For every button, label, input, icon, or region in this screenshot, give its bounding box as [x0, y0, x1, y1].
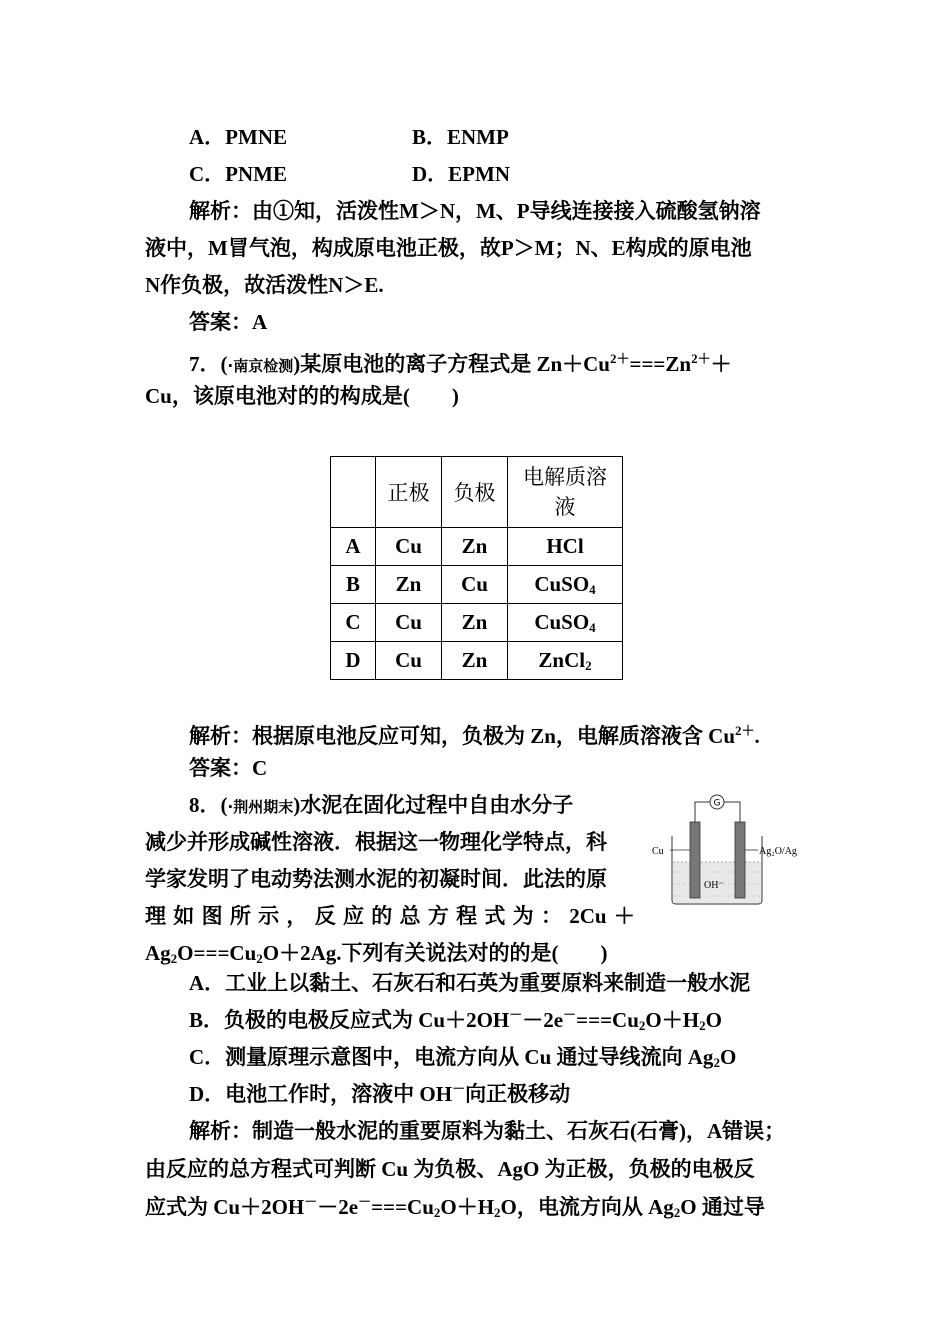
- q7-charge2: 2＋: [691, 351, 711, 366]
- option-c: [189, 160, 510, 188]
- row-positive: Cu: [376, 604, 442, 642]
- electrochemical-cell-diagram: [652, 792, 812, 910]
- q7-stem-end: ＋: [710, 352, 732, 376]
- row-electrolyte: HCl: [508, 528, 623, 566]
- row-negative: Zn: [442, 528, 508, 566]
- q8-stem-line4: 理 如 图 所 示 ， 反 应 的 总 方 程 式 为 ： 2Cu ＋: [145, 904, 635, 928]
- q6-answer: 答案：A: [189, 310, 268, 334]
- ag-label: Ag₂O/Ag: [759, 846, 797, 857]
- galvanometer-label: G: [713, 798, 721, 809]
- row-label: C: [331, 604, 376, 642]
- header-positive: 正极: [376, 457, 442, 528]
- row-electrolyte: ZnCl$_2$: [508, 642, 623, 680]
- row-label: D: [331, 642, 376, 680]
- header-negative: 负极: [442, 457, 508, 528]
- q7-stem-text: )某原电池的离子方程式是 Zn＋Cu: [293, 352, 610, 376]
- q8-stem-line5: $Ag_2O===Cu_2O+2Ag$.下列有关说法对的的是( ): [145, 941, 608, 966]
- q7-answer: 答案：C: [189, 756, 268, 780]
- table-row: [331, 528, 623, 566]
- row-positive: Zn: [376, 566, 442, 604]
- row-label: A: [331, 528, 376, 566]
- row-negative: Cu: [442, 566, 508, 604]
- q6-analysis-line3: N作负极，故活泼性N＞E.: [145, 273, 384, 297]
- row-positive: Cu: [376, 642, 442, 680]
- q8-stem-line3: 学家发明了电动势法测水泥的初凝时间．此法的原: [145, 867, 607, 891]
- q7-stem-line1: [189, 345, 732, 380]
- table-row: [331, 604, 623, 642]
- q7-stem-line2: Cu，该原电池对的的构成是( ): [145, 384, 459, 408]
- header-empty-cell: [331, 457, 376, 528]
- q8-source: ·荆州期末: [227, 798, 294, 816]
- q8-stem-line1: [189, 791, 573, 821]
- row-label: B: [331, 566, 376, 604]
- q8-number: 8．(: [189, 793, 228, 817]
- q7-charge1: 2＋: [609, 351, 630, 366]
- q8-option-a: A．工业上以黏土、石灰石和石英为重要原料来制造一般水泥: [189, 971, 751, 995]
- ag-electrode: [735, 822, 745, 898]
- row-electrolyte: CuSO$_4$: [508, 566, 623, 604]
- q7-number: 7．(: [189, 352, 228, 376]
- q8-option-d: D．电池工作时，溶液中 OH－向正极移动: [189, 1081, 571, 1106]
- cu-label: Cu: [652, 846, 664, 857]
- oh-label: OH⁻: [704, 880, 724, 891]
- header-electrolyte-line2: 液: [554, 495, 576, 519]
- q8-stem-text: )水泥在固化过程中自由水分子: [293, 793, 574, 817]
- row-positive: Cu: [376, 528, 442, 566]
- q8-option-b: B．负极的电极反应式为 $Cu+2OH^--2e^-===Cu_2O+H_2O$: [189, 1007, 722, 1033]
- table-row: [331, 642, 623, 680]
- cu-electrode: [690, 822, 700, 898]
- option-b-text: B．ENMP: [412, 125, 509, 149]
- q8-analysis-line3: 应式为 $Cu+2OH^--2e^-===Cu_2O+H_2O$，电流方向从 $Ag_2O$ 通过导: [145, 1194, 765, 1220]
- table-header-row: [331, 457, 623, 528]
- option-a: [189, 123, 509, 151]
- q6-analysis-line1: 解析：由①知，活泼性M＞N，M、P导线连接接入硫酸氢钠溶: [189, 199, 761, 223]
- q7-table: [330, 456, 623, 680]
- q8-analysis-line1: 解析：制造一般水泥的重要原料为黏土、石灰石(石膏)，A错误；: [189, 1119, 786, 1143]
- header-electrolyte: [508, 457, 623, 528]
- q7-source: ·南京检测: [227, 357, 294, 375]
- q6-analysis-line2: 液中，M冒气泡，构成原电池正极，故P＞M；N、E构成的原电池: [145, 236, 752, 260]
- q8-option-c: C．测量原理示意图中，电流方向从 Cu 通过导线流向 $Ag_2O$: [189, 1045, 737, 1070]
- option-c-text: C．PNME: [189, 162, 287, 186]
- cell-svg: [652, 792, 812, 910]
- q7-analysis: 解析：根据原电池反应可知，负极为 Zn，电解质溶液含 $Cu^{2+}$.: [189, 723, 760, 748]
- q8-stem-line2: 减少并形成碱性溶液．根据这一物理化学特点，科: [145, 830, 607, 854]
- header-electrolyte-line1: 电解质溶: [523, 465, 607, 489]
- row-electrolyte: CuSO$_4$: [508, 604, 623, 642]
- option-a-text: A．PMNE: [189, 125, 287, 149]
- option-d-text: D．EPMN: [412, 162, 510, 186]
- row-negative: Zn: [442, 642, 508, 680]
- row-negative: Zn: [442, 604, 508, 642]
- table-row: [331, 566, 623, 604]
- q8-analysis-line2: 由反应的总方程式可判断 Cu 为负极、AgO 为正极，负极的电极反: [145, 1157, 755, 1181]
- q7-stem-mid: ===Zn: [629, 352, 692, 376]
